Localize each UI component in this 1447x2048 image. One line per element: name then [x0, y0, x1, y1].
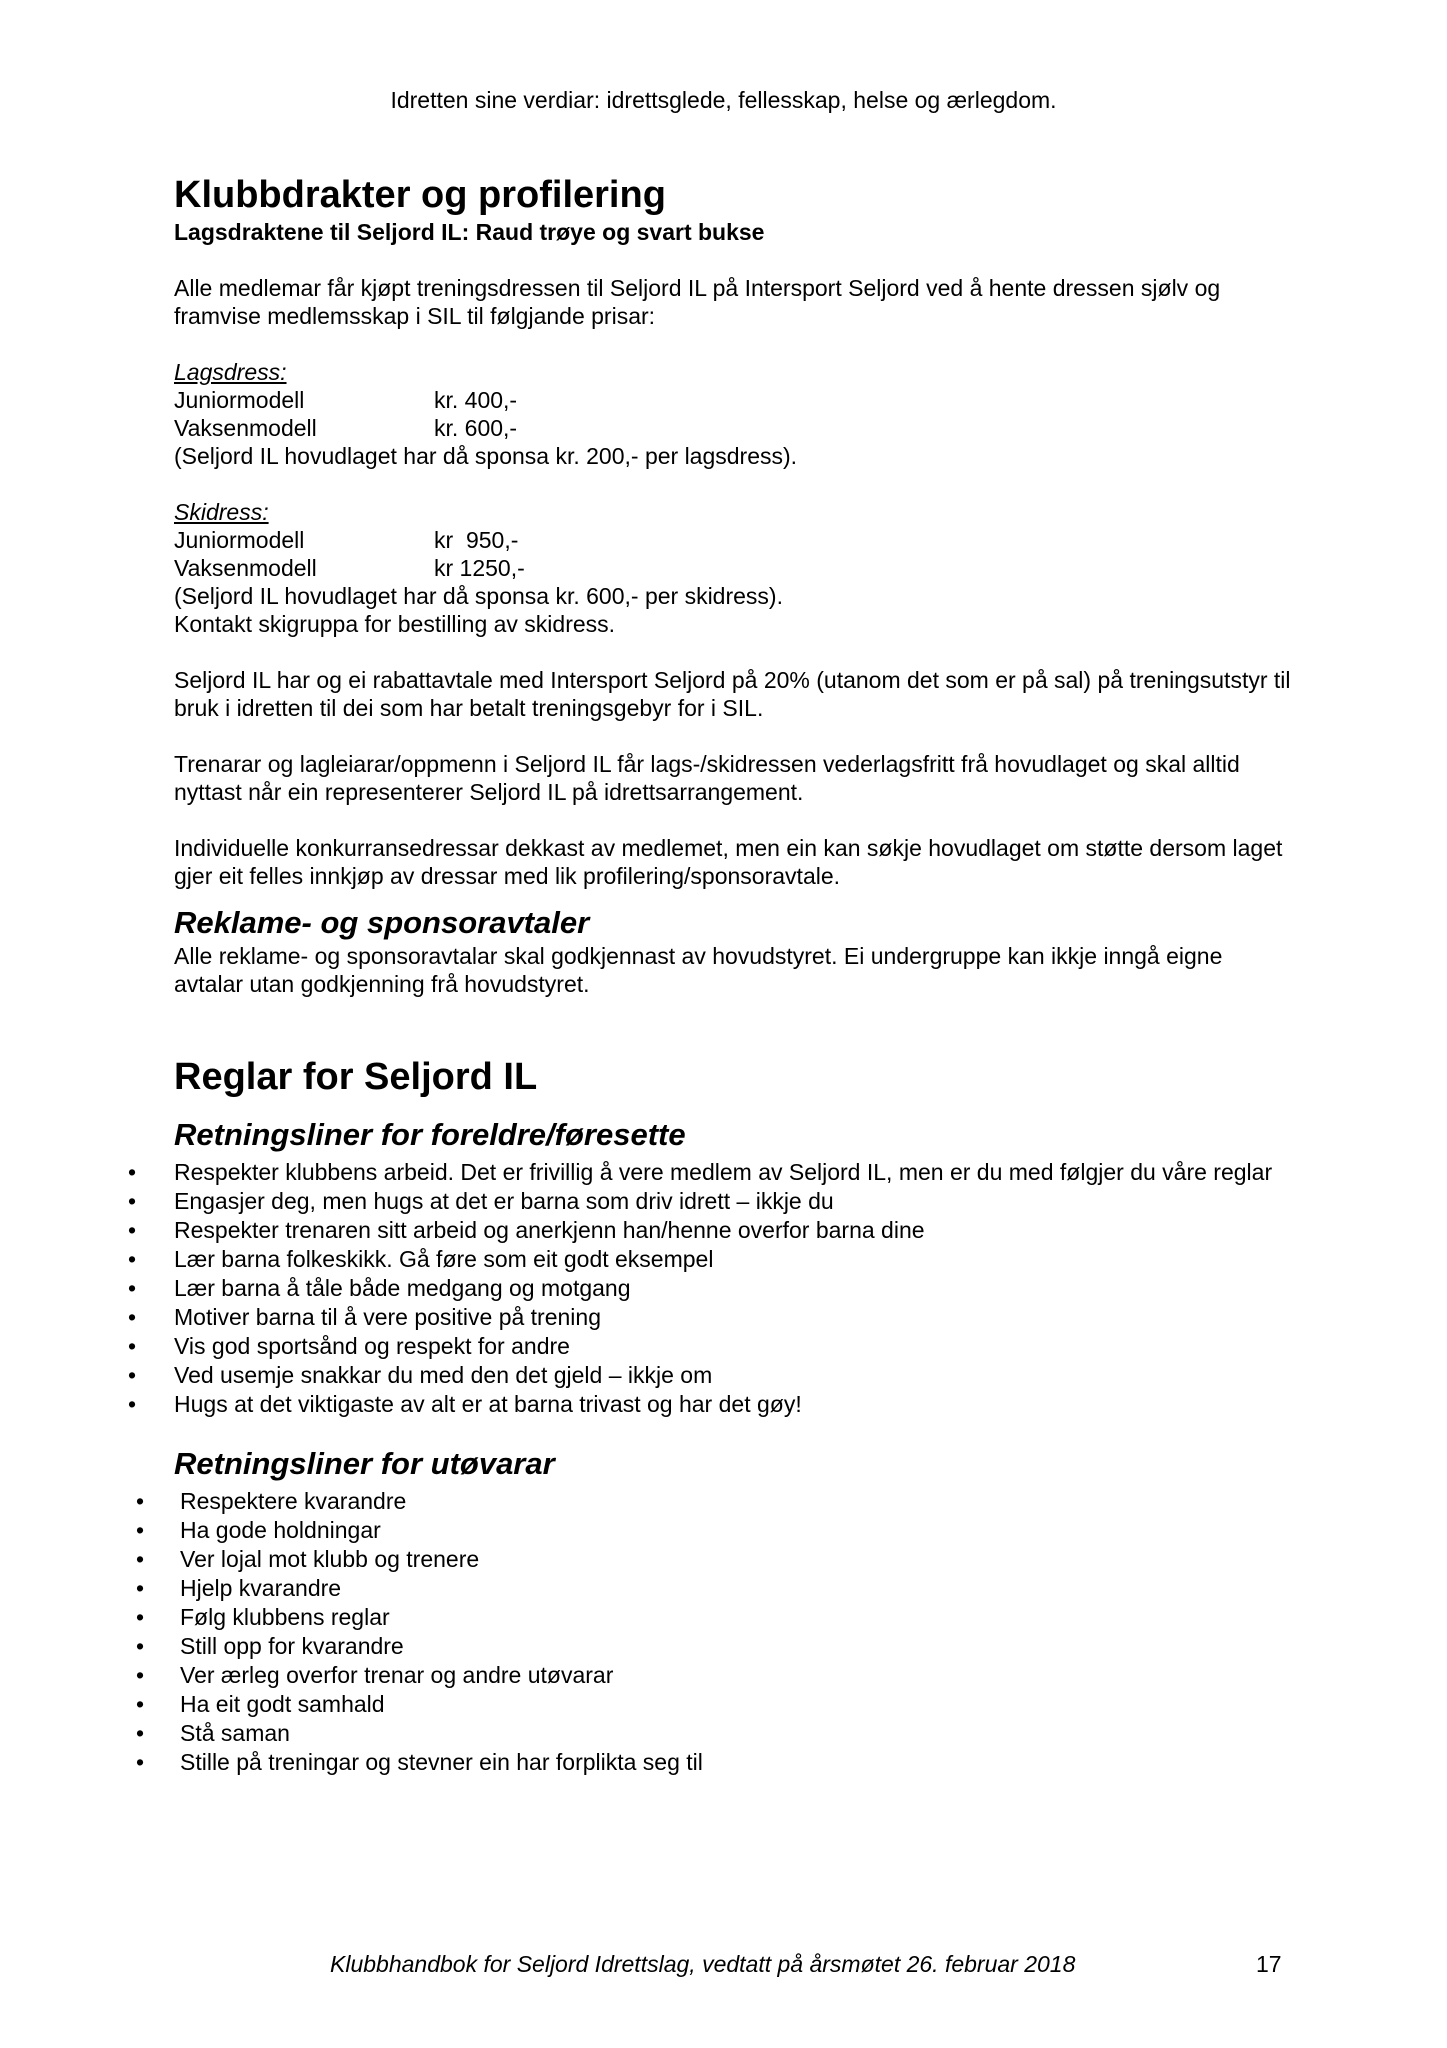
- price-row-name: Juniormodell: [174, 387, 305, 413]
- list-item: • Ver ærleg overfor trenar og andre utøvarar: [84, 1661, 1294, 1690]
- footer-text: Klubbhandbok for Seljord Idrettslag, vedtatt på årsmøtet 26. februar 2018: [330, 1951, 1076, 1977]
- lagsdress-block: [174, 358, 1294, 470]
- lagsdress-label: Lagsdress:: [174, 359, 287, 385]
- list-item: • Ha gode holdningar: [84, 1516, 1294, 1545]
- list-item: • Respektere kvarandre: [84, 1487, 1294, 1516]
- parents-list: [84, 1158, 1294, 1419]
- list-item: • Stille på treningar og stevner ein har forplikta seg til: [84, 1748, 1294, 1777]
- price-row-name: Juniormodell: [174, 527, 305, 553]
- athletes-list: [84, 1487, 1294, 1777]
- subhead-parents: Retningsliner for foreldre/føresette: [174, 1117, 686, 1152]
- subhead-athletes: Retningsliner for utøvarar: [174, 1446, 555, 1481]
- intro-paragraph: Alle medlemar får kjøpt treningsdressen til Seljord IL på Intersport Seljord ved å hente dressen sjølv og framvise medlemsskap i SIL til følgjande prisar:: [174, 275, 1221, 329]
- list-item: • Hugs at det viktigaste av alt er at barna trivast og har det gøy!: [84, 1390, 1294, 1419]
- page-content: [174, 172, 1294, 1777]
- header-tagline: Idretten sine verdiar: idrettsglede, fellesskap, helse og ærlegdom.: [390, 87, 1057, 113]
- price-row: [174, 386, 1294, 414]
- skidress-contact: Kontakt skigruppa for bestilling av skidress.: [174, 611, 616, 637]
- reklame-paragraph: Alle reklame- og sponsoravtalar skal godkjennast av hovudstyret. Ei undergruppe kan ikkje inngå eigne avtalar utan godkjenning frå hovudstyret.: [174, 943, 1223, 997]
- list-item: • Følg klubbens reglar: [84, 1603, 1294, 1632]
- price-row-price: kr 950,-: [434, 527, 519, 553]
- skidress-note: (Seljord IL hovudlaget har då sponsa kr. 600,- per skidress).: [174, 583, 783, 609]
- list-item: • Lær barna å tåle både medgang og motgang: [84, 1274, 1294, 1303]
- list-item: • Respekter klubbens arbeid. Det er frivillig å vere medlem av Seljord IL, men er du med følgjer du våre reglar: [84, 1158, 1294, 1187]
- list-item: • Hjelp kvarandre: [84, 1574, 1294, 1603]
- list-item: • Lær barna folkeskikk. Gå føre som eit godt eksempel: [84, 1245, 1294, 1274]
- list-item: • Ver lojal mot klubb og trenere: [84, 1545, 1294, 1574]
- individuelle-paragraph: Individuelle konkurransedressar dekkast av medlemet, men ein kan søkje hovudlaget om støtte dersom laget gjer eit felles innkjøp av dressar med lik profilering/sponsoravtale.: [174, 835, 1283, 889]
- rabatt-paragraph: Seljord IL har og ei rabattavtale med Intersport Seljord på 20% (utanom det som er på sal) på treningsutstyr til bruk i idretten til dei som har betalt treningsgebyr for i SIL.: [174, 667, 1291, 721]
- price-row-name: Vaksenmodell: [174, 555, 317, 581]
- subhead-reklame: Reklame- og sponsoravtaler: [174, 905, 590, 940]
- price-row-price: kr 1250,-: [434, 555, 525, 581]
- section-title-klubbdrakter: Klubbdrakter og profilering: [174, 174, 666, 216]
- list-item: • Engasjer deg, men hugs at det er barna som driv idrett – ikkje du: [84, 1187, 1294, 1216]
- list-item: • Stå saman: [84, 1719, 1294, 1748]
- lagsdress-note: (Seljord IL hovudlaget har då sponsa kr. 200,- per lagsdress).: [174, 443, 798, 469]
- skidress-block: [174, 498, 1294, 638]
- skidress-label: Skidress:: [174, 499, 269, 525]
- price-row-price: kr. 600,-: [434, 415, 518, 441]
- list-item: • Ved usemje snakkar du med den det gjeld – ikkje om: [84, 1361, 1294, 1390]
- section-subtitle: Lagsdraktene til Seljord IL: Raud trøye og svart bukse: [174, 219, 765, 245]
- list-item: • Ha eit godt samhald: [84, 1690, 1294, 1719]
- list-item: • Respekter trenaren sitt arbeid og anerkjenn han/henne overfor barna dine: [84, 1216, 1294, 1245]
- trenarar-paragraph: Trenarar og lagleiarar/oppmenn i Seljord IL får lags-/skidressen vederlagsfritt frå hovudlaget og skal alltid nyttast når ein representerer Seljord IL på idrettsarrangement.: [174, 751, 1240, 805]
- list-item: • Vis god sportsånd og respekt for andre: [84, 1332, 1294, 1361]
- price-row-name: Vaksenmodell: [174, 415, 317, 441]
- price-row-price: kr. 400,-: [434, 387, 518, 413]
- price-row: [174, 554, 1294, 582]
- section-title-reglar: Reglar for Seljord IL: [174, 1056, 538, 1098]
- page-number: 17: [1256, 1951, 1282, 1977]
- list-item: • Still opp for kvarandre: [84, 1632, 1294, 1661]
- price-row: [174, 526, 1294, 554]
- price-row: [174, 414, 1294, 442]
- list-item: • Motiver barna til å vere positive på trening: [84, 1303, 1294, 1332]
